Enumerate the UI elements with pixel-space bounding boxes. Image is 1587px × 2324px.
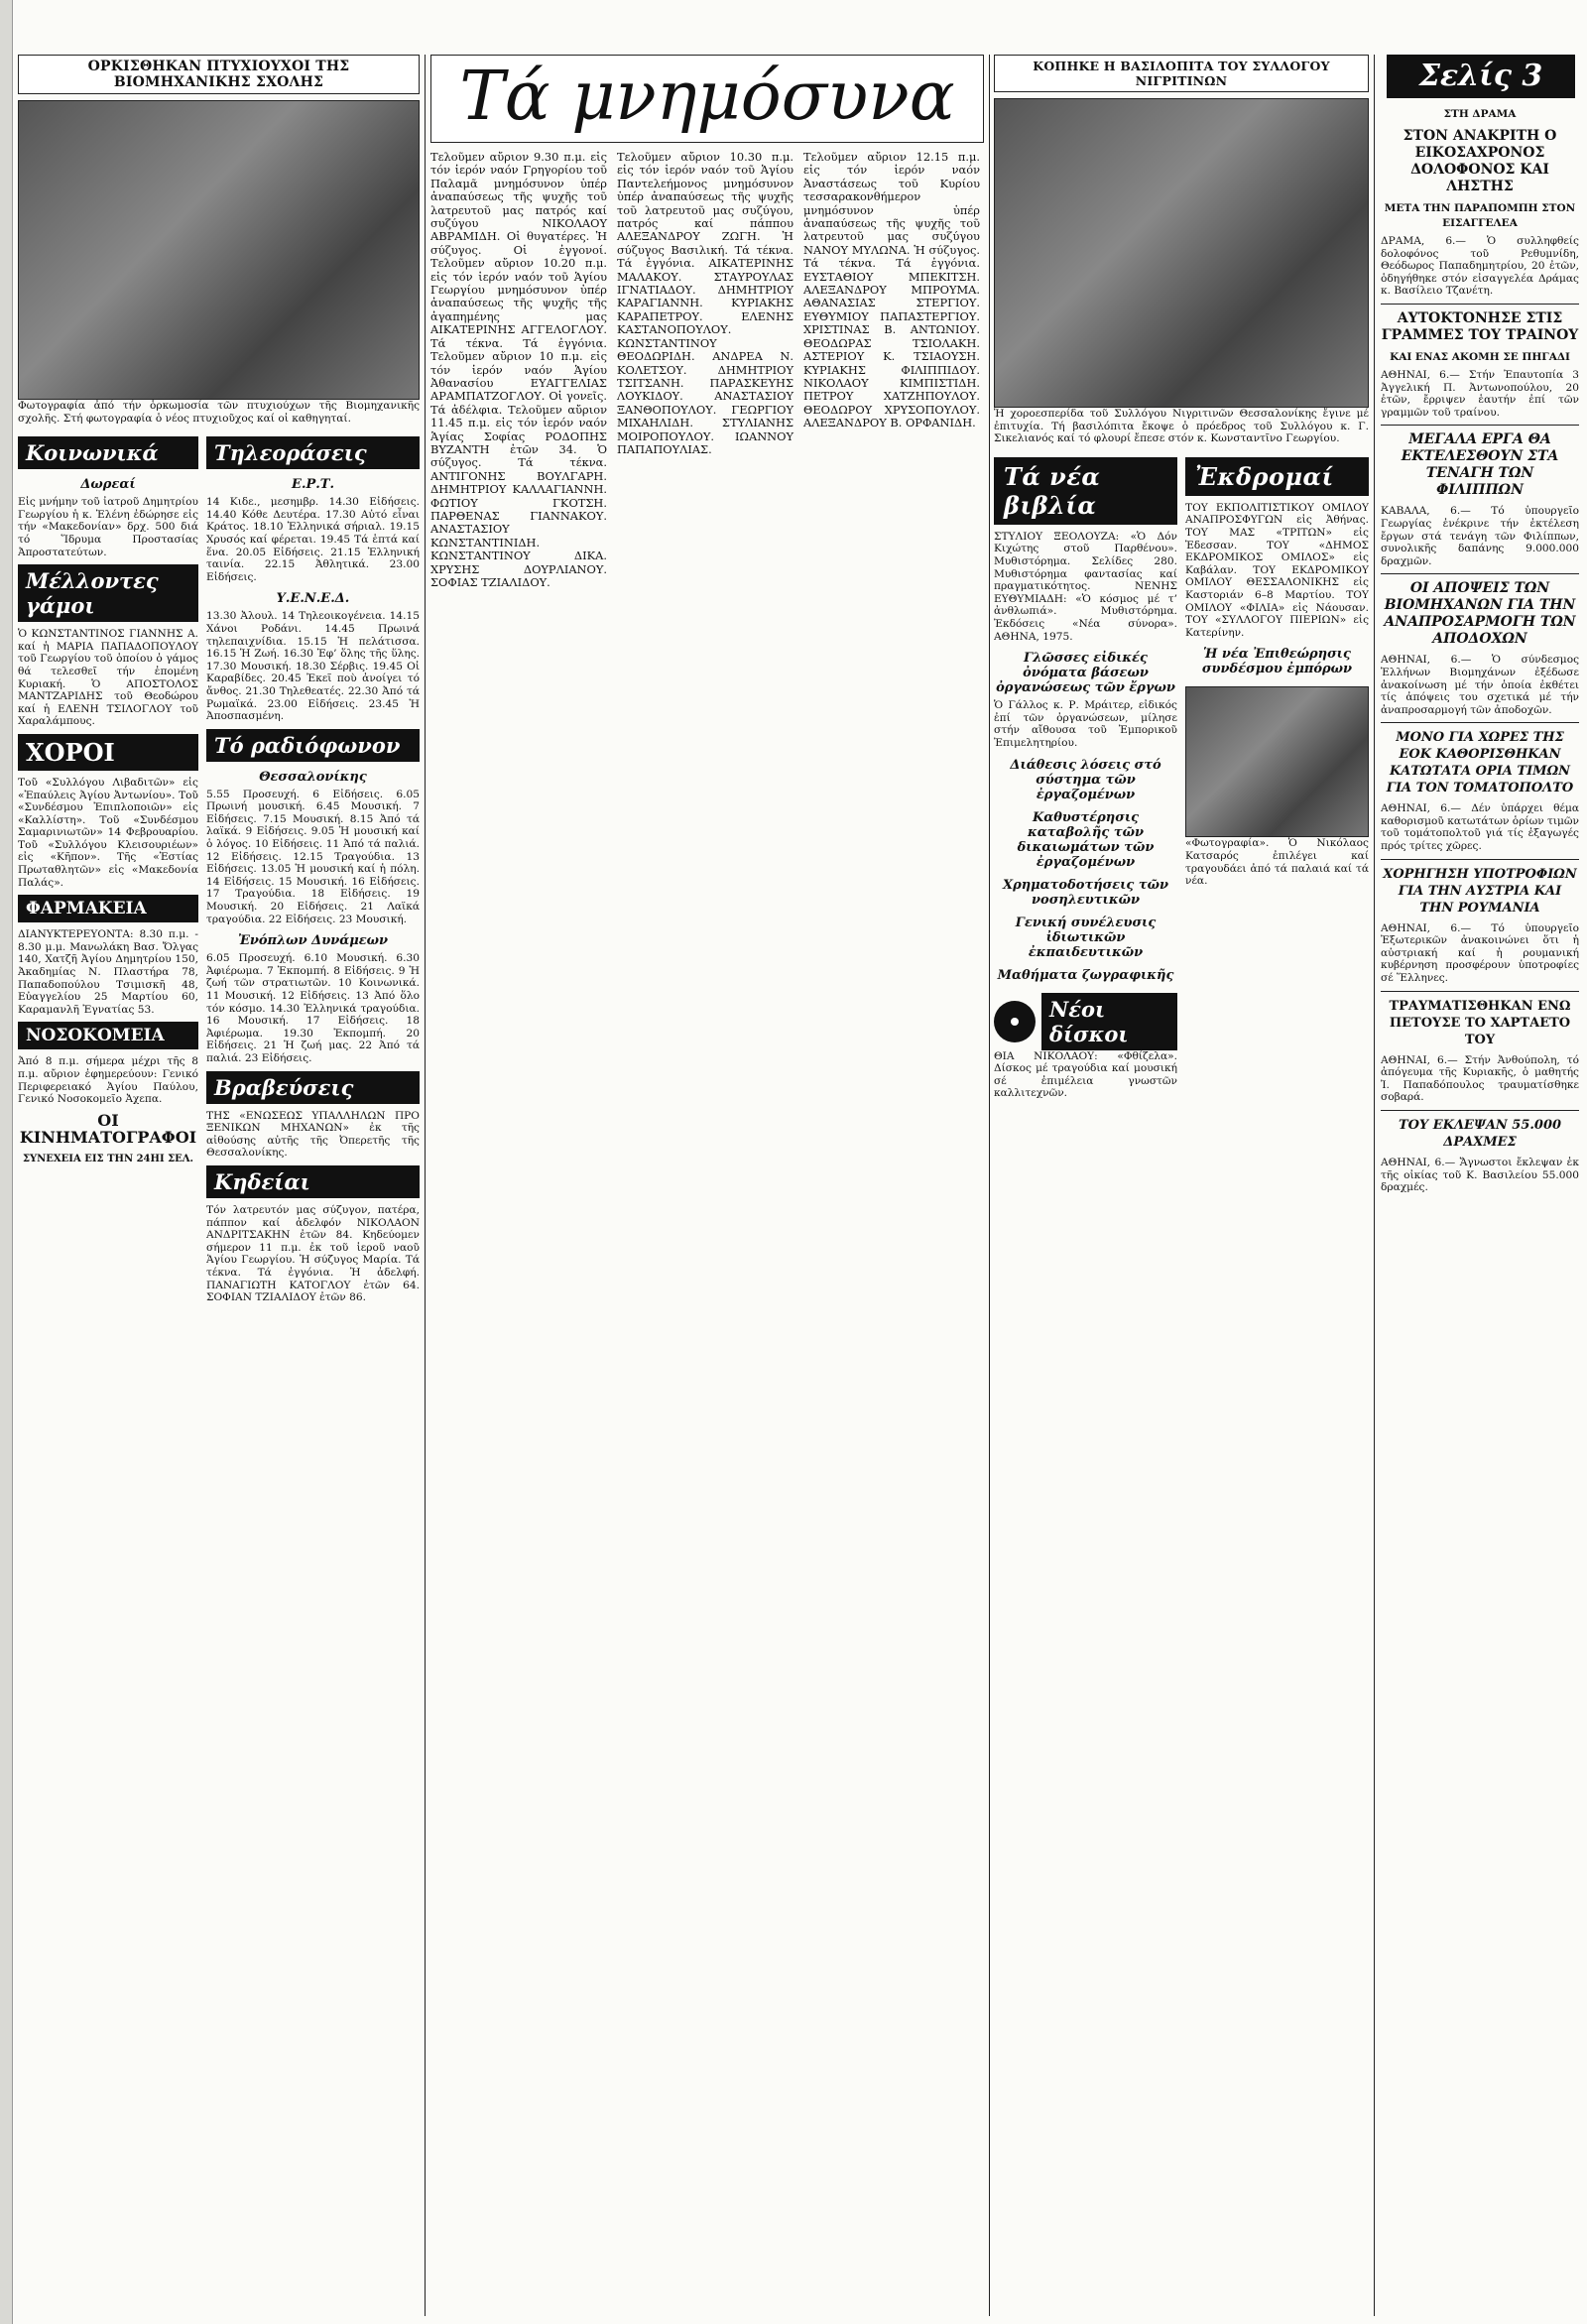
industrialists-text: ΑΘΗΝΑΙ, 6.— Ὁ σύνδεσμος Ἑλλήνων Βιομηχάνων ἐξέδωσε ἀνακοίνωση μέ τήν ὁποία ἐκθέτει τίς ἀπόψεις του σχετικά μέ τήν ἀναπροσαρμογή τῶν ἀποδοχῶν. [1381, 654, 1579, 716]
awards-banner: Βραβεύσεις [206, 1071, 420, 1104]
new-records-banner: Νέοι δίσκοι [1041, 993, 1177, 1050]
funerals-banner: Κηδείαι [206, 1165, 420, 1198]
column-rule [1374, 55, 1375, 2316]
drama-headline: ΣΤΟΝ ΑΝΑΚΡΙΤΗ Ο ΕΙΚΟΣΑΧΡΟΝΟΣ ΔΟΛΟΦΟΝΟΣ ΚΑΙ ΛΗΣΤΗΣ [1403, 128, 1557, 194]
theft-text: ΑΘΗΝΑΙ, 6.— Ἄγνωστοι ἔκλεψαν ἐκ τῆς οἰκίας τοῦ Κ. Βασιλείου 55.000 δραχμές. [1381, 1157, 1579, 1194]
weddings-banner: Μέλλοντες γάμοι [18, 564, 198, 622]
new-books-banner: Τά νέα βιβλία [994, 457, 1177, 525]
hospitals-banner: ΝΟΣΟΚΟΜΕΙΑ [18, 1022, 198, 1049]
scholarships-headline: ΧΟΡΗΓΗΣΗ ΥΠΟΤΡΟΦΙΩΝ ΓΙΑ ΤΗΝ ΑΥΣΤΡΙΑ ΚΑΙ ΤΗΝ ΡΟΥΜΑΝΙΑ [1383, 866, 1577, 916]
industrialists-headline: ΟΙ ΑΠΟΨΕΙΣ ΤΩΝ ΒΙΟΜΗΧΑΝΩΝ ΓΙΑ ΤΗΝ ΑΝΑΠΡΟΣΑΡΜΟΓΗ ΤΩΝ ΑΠΟΔΟΧΩΝ [1384, 580, 1576, 648]
languages-heading: Γλῶσσες εἰδικές ὀνόματα βάσεων ὀργανώσεως τῶν ἔργων [996, 651, 1175, 696]
drama-subhead: ΜΕΤΑ ΤΗΝ ΠΑΡΑΠΟΜΠΗ ΣΤΟΝ ΕΙΣΑΓΓΕΛΕΑ [1384, 202, 1576, 229]
works-text: ΚΑΒΑΛΑ, 6.— Τό ὑπουργεῖο Γεωργίας ἐνέκρινε τήν ἐκτέλεση ἔργων στά τενάγη τῶν Φιλίππων, συνολικῆς δαπάνης 9.000.000 δραχμῶν. [1381, 505, 1579, 567]
memorials-column-1: Τελοῦμεν αὔριον 9.30 π.μ. εἰς τόν ἱερόν ναόν Γρηγορίου τοῦ Παλαμᾶ μνημόσυνον ὑπέρ ἀναπαύσεως τῆς ψυχῆς τοῦ λατρευτοῦ μας πατρός καί συζύγου ΝΙΚΟΛΑΟΥ ΑΒΡΑΜΙΔΗ. Οἱ θυγατέρες. Ἡ σύζυγος. Οἱ ἐγγονοί. Τελοῦμεν αὔριον 10.20 π.μ. εἰς τόν ἱερόν ναόν τοῦ Ἁγίου Γεωργίου μνημόσυνον ὑπέρ ἀναπαύσεως τῆς ψυχῆς τῆς ἀγαπημένης μας ΑΙΚΑΤΕΡΙΝΗΣ ΑΓΓΕΛΟΓΛΟΥ. Τά τέκνα. Τά ἐγγόνια. Τελοῦμεν αὔριον 10 π.μ. εἰς τόν ἱερόν ναόν Ἁγίου Ἀθανασίου ΕΥΑΓΓΕΛΙΑΣ ΑΡΑΜΠΑΤΖΟΓΛΟΥ. Οἱ γονεῖς. Τά ἀδέλφια. Τελοῦμεν αὔριον 11.45 π.μ. εἰς τόν ἱερόν ναόν Ἁγίας Σοφίας ΡΟΔΟΠΗΣ ΒΥΖΑΝΤΗ ἐτῶν 34. Ὁ σύζυγος. Τά τέκνα. ΑΝΤΙΓΟΝΗΣ ΒΟΥΛΓΑΡΗ. ΔΗΜΗΤΡΙΟΥ ΚΑΛΛΑΓΙΑΝΝΗ. ΦΩΤΙΟΥ ΓΚΟΤΣΗ. ΠΑΡΘΕΝΑΣ ΓΙΑΝΝΑΚΟΥ. ΑΝΑΣΤΑΣΙΟΥ ΚΩΝΣΤΑΝΤΙΝΙΔΗ. ΚΩΝΣΤΑΝΤΙΝΟΥ ΔΙΚΑ. ΧΡΥΣΗΣ ΔΟΥΡΛΙΑΝΟΥ. ΣΟΦΙΑΣ ΤΖΙΑΛΙΔΟΥ. [430, 150, 607, 589]
memorials-title: Τά μνημόσυνα [430, 55, 984, 143]
kite-headline: ΤΡΑΥΜΑΤΙΣΘΗΚΑΝ ΕΝΩ ΠΕΤΟΥΣΕ ΤΟ ΧΑΡΤΑΕΤΟ ΤΟΥ [1389, 998, 1571, 1047]
memorials-section [430, 55, 984, 2316]
funding-heading: Χρηματοδοτήσεις τῶν νοσηλευτικῶν [1002, 877, 1169, 908]
memorials-column-2: Τελοῦμεν αὔριον 10.30 π.μ. εἰς τόν ἱερόν ναόν τοῦ Ἁγίου Παντελεήμονος μνημόσυνον ὑπέρ ἀναπαύσεως τῆς ψυχῆς τοῦ λατρευτοῦ μας συζύγου, πατρός καί πάππου ΑΛΕΞΑΝΔΡΟΥ ΖΩΓΗ. Ἡ σύζυγος Βασιλική. Τά τέκνα. Τά ἐγγόνια. ΑΙΚΑΤΕΡΙΝΗΣ ΜΑΛΑΚΟΥ. ΣΤΑΥΡΟΥΛΑΣ ΙΓΝΑΤΙΑΔΟΥ. ΔΗΜΗΤΡΙΟΥ ΚΑΡΑΓΙΑΝΝΗ. ΚΥΡΙΑΚΗΣ ΚΑΡΑΠΕΤΡΟΥ. ΕΛΕΝΗΣ ΚΑΣΤΑΝΟΠΟΥΛΟΥ. ΚΩΝΣΤΑΝΤΙΝΟΥ ΘΕΟΔΩΡΙΔΗ. ΑΝΔΡΕΑ Ν. ΚΟΛΕΤΣΟΥ. ΔΗΜΗΤΡΙΟΥ ΤΣΙΤΣΑΝΗ. ΠΑΡΑΣΚΕΥΗΣ ΛΟΥΚΙΔΟΥ. ΑΝΑΣΤΑΣΙΟΥ ΞΑΝΘΟΠΟΥΛΟΥ. ΓΕΩΡΓΙΟΥ ΜΙΧΑΗΛΙΔΗ. ΣΤΥΛΙΑΝΗΣ ΜΟΙΡΟΠΟΥΛΟΥ. ΙΩΑΝΝΟΥ ΠΑΠΑΠΟΥΛΙΑΣ. [617, 150, 794, 456]
donations-heading: Δωρεαί [80, 477, 136, 493]
workers-heading: Διάθεσις λόσεις στό σύστημα τῶν ἐργαζομένων [1010, 757, 1161, 802]
social-section-banner: Κοινωνικά [18, 436, 198, 469]
new-books-text: ΣΤΥΛΙΟΥ ΞΕΟΛΟΥΖΑ: «Ὁ Δόν Κιχώτης στοῦ Παρθένου». Μυθιστόρημα. Σελίδες 280. Μυθιστόρημα φαντασίας καί πραγματικότητος. ΝΕΝΗΣ ΕΥΘΥΜΙΑΔΗ: «Ὁ κόσμος μέ τ’ ἀνθλωπιά». Μυθιστόρημα. Ἐκδόσεις «Νέα σύνορα». ΑΘΗΝΑ, 1975. [994, 530, 1177, 643]
delay-heading: Καθυστέρησις καταβολῆς τῶν δικαιωμάτων τῶν ἐργαζομένων [1017, 809, 1155, 870]
kite-text: ΑΘΗΝΑΙ, 6.— Στήν Ἀνθούπολη, τό ἀπόγευμα τῆς Κυριακῆς, ὁ μαθητής Ἰ. Παπαδόπουλος τραυματίσθηκε σοβαρά. [1381, 1053, 1579, 1104]
ert-schedule: 14 Κιδε., μεσημβρ. 14.30 Εἰδήσεις. 14.40 Κόθε Δευτέρα. 17.30 Αὐτό εἶναι Κράτος. 18.10 Ἑλληνικά σήριαλ. 19.15 Χρυσός καί φέρεται. 19.45 Τά ἑπτά καί ἕνα. 20.05 Εἰδήσεις. 21.15 Ἑλληνική ταινία. 22.15 Ἀθλητικά. 23.00 Εἰδήσεις. [206, 496, 420, 583]
industrial-school-headline: ΟΡΚΙΣΘΗΚΑΝ ΠΤΥΧΙΟΥΧΟΙ ΤΗΣ ΒΙΟΜΗΧΑΝΙΚΗΣ ΣΧΟΛΗΣ [18, 55, 420, 94]
pharmacies-banner: ΦΑΡΜΑΚΕΙΑ [18, 895, 198, 922]
cinemas-heading: ΟΙ ΚΙΝΗΜΑΤΟΓΡΑΦΟΙ [19, 1110, 197, 1147]
eec-text: ΑΘΗΝΑΙ, 6.— Δέν ὑπάρχει θέμα καθορισμοῦ κατωτάτων ὁρίων τιμῶν τοῦ τομάτοπολτοῦ γιά τίς ἐξαγωγές πρός τρίτες χῶρες. [1381, 802, 1579, 853]
right-news-column [1381, 103, 1579, 2315]
pharmacies-text: ΔΙΑΝΥΚΤΕΡΕΥΟΝΤΑ: 8.30 π.μ. - 8.30 μ.μ. Μανωλάκη Βασ. Ὄλγας 140, Χατζῆ Ἀγίου Δημητρίου 150, Ἀκαδημίας Ν. Πλαστήρα 78, Παπαδοπούλου Τσιμισκῆ 48, Εὐαγγελίου 25 Μαρτίου 60, Καραμανλῆ Ἐγνατίας 53. [18, 928, 198, 1016]
drama-text: ΔΡΑΜΑ, 6.— Ὁ συλληφθείς δολοφόνος τοῦ Ρεθυμνίδη, Θεόδωρος Παπαδημητρίου, 20 ἐτῶν, ὁδηγήθηκε στόν εἰσαγγελέα Δράμας κ. Βασίλειο Τζανέτη. [1381, 235, 1579, 298]
assembly-heading: Γενική συνέλευσις ἰδιωτικῶν ἐκπαιδευτικῶν [1015, 915, 1157, 960]
ert-heading: Ε.Ρ.Τ. [292, 477, 334, 493]
drama-kicker: ΣΤΗ ΔΡΑΜΑ [1443, 108, 1517, 120]
languages-text: Ὁ Γάλλος κ. Ρ. Μράιτερ, εἰδικός ἐπί τῶν ὀργανώσεων, μίλησε στήν αἴθουσα τοῦ Ἐμπορικοῦ Ἐπιμελητηρίου. [994, 699, 1177, 749]
graduates-photo [18, 100, 420, 400]
radio-banner: Τό ραδιόφωνον [206, 729, 420, 762]
singer-caption: «Φωτογραφία». Ὁ Νικόλαος Κατσαρός ἐπιλέγει καί τραγουδάει ἀπό τά παλαιά καί τά νέα. [1185, 837, 1369, 888]
page-number-mast: Σελίς 3 [1387, 55, 1575, 98]
theft-headline: ΤΟΥ ΕΚΛΕΨΑΝ 55.000 ΔΡΑΧΜΕΣ [1398, 1118, 1562, 1150]
yened-schedule: 13.30 Ἀλουλ. 14 Τηλεοικογένεια. 14.15 Χάνοι Ροδάνι. 14.45 Πρωινά τηλεπαιχνίδια. 15.15 Ἡ πελάτισσα. 16.15 Ἡ Ζωή. 16.30 Ἐφ’ ὅλης τῆς ὕλης. 17.30 Μουσική. 18.30 Σέρβις. 19.45 Οἱ Καραβίδες. 20.45 Ἐκεῖ ποὺ ἀνοίγει τό ἄνθος. 21.30 Τηλεθεατές. 22.30 Ἀπό τά Ρωμαϊκά. 23.00 Εἰδήσεις. 23.45 Ἡ Ἀποσπασμένη. [206, 610, 420, 723]
new-review-heading: Ἡ νέα Ἐπιθεώρησις συνδέσμου ἐμπόρων [1201, 647, 1353, 677]
nigrita-photo [994, 98, 1369, 408]
nigrita-headline: ΚΟΠΗΚΕ Η ΒΑΣΙΛΟΠΙΤΑ ΤΟΥ ΣΥΛΛΟΓΟΥ ΝΙΓΡΙΤΙΝΩΝ [994, 55, 1369, 92]
thessaloniki-radio-schedule: 5.55 Προσευχή. 6 Εἰδήσεις. 6.05 Πρωινή μουσική. 6.45 Μουσική. 7 Εἰδήσεις. 7.15 Μουσική. 8.15 Ἀπό τά λαϊκά. 9 Εἰδήσεις. 9.05 Ἡ μουσική καί ὁ λόγος. 10 Εἰδήσεις. 11 Ἀπό τά παλιά. 12 Εἰδήσεις. 12.15 Τραγούδια. 13 Εἰδήσεις. 13.05 Ἡ μουσική καί ἡ πόλη. 14 Εἰδήσεις. 15 Μουσική. 16 Εἰδήσεις. 17 Τραγούδια. 18 Εἰδήσεις. 19 Μουσική. 20 Εἰδήσεις. 21 Λαϊκά τραγούδια. 22 Εἰδήσεις. 23 Μουσική. [206, 788, 420, 925]
eec-headline: ΜΟΝΟ ΓΙΑ ΧΩΡΕΣ ΤΗΣ ΕΟΚ ΚΑΘΟΡΙΣΘΗΚΑΝ ΚΑΤΩΤΑΤΑ ΟΡΙΑ ΤΙΜΩΝ ΓΙΑ ΤΟΝ ΤΟΜΑΤΟΠΟΛΤΟ [1386, 730, 1574, 796]
cinemas-continued: ΣΥΝΕΧΕΙΑ ΕΙΣ ΤΗΝ 24ΗΙ ΣΕΛ. [22, 1153, 194, 1164]
works-headline: ΜΕΓΑΛΑ ΕΡΓΑ ΘΑ ΕΚΤΕΛΕΣΘΟΥΝ ΣΤΑ ΤΕΝΑΓΗ ΤΩΝ ΦΙΛΙΠΠΩΝ [1401, 431, 1559, 499]
weddings-text: Ὁ ΚΩΝΣΤΑΝΤΙΝΟΣ ΓΙΑΝΝΗΣ Α. καί ἡ ΜΑΡΙΑ ΠΑΠΑΔΟΠΟΥΛΟΥ τοῦ Γεωργίου τοῦ ὁποίου ὁ γάμος θά τελεσθεῖ τήν ἐπομένη Κυριακή. Ὁ ΑΠΟΣΤΟΛΟΣ ΜΑΝΤΖΑΡΙΔΗΣ τοῦ Θεοδώρου καί ἡ ΕΛΕΝΗ ΤΣΙΛΟΓΛΟΥ τοῦ Χαραλάμπους. [18, 628, 198, 728]
nigrita-caption: Ἡ χοροεσπερίδα τοῦ Συλλόγου Νιγριτινῶν Θεσσαλονίκης ἔγινε μέ ἐπιτυχία. Τή βασιλόπιτα ἔκοψε ὁ πρόεδρος τοῦ Συλλόγου κ. Γ. Σικελιανός καί τό φλουρί ἔπεσε στόν κ. Κωνσταντῖνο Γεωργίου. [994, 408, 1369, 445]
awards-text: ΤΗΣ «ΕΝΩΣΕΩΣ ΥΠΑΛΛΗΛΩΝ ΠΡΟ ΞΕΝΙΚΩΝ ΜΗΧΑΝΩΝ» ἐκ τῆς αἰθούσης αὐτῆς τῆς Ὀπερετῆς τῆς Θεσσαλονίκης. [206, 1109, 420, 1160]
page-fold-edge [0, 0, 13, 2324]
dances-banner: ΧΟΡΟΙ [18, 734, 198, 771]
suicide-subhead: ΚΑΙ ΕΝΑΣ ΑΚΟΜΗ ΣΕ ΠΗΓΑΔΙ [1390, 350, 1570, 363]
singer-photo [1185, 686, 1369, 837]
column-rule [425, 55, 426, 2316]
donations-text: Εἰς μνήμην τοῦ ἰατροῦ Δημητρίου Γεωργίου ἡ κ. Ἑλένη ἐδώρησε εἰς τήν «Μακεδονίαν» δρχ. 500 διά τό Ἵδρυμα Προστασίας Ἀπροστατεύτων. [18, 496, 198, 558]
funerals-text: Τόν λατρευτόν μας σύζυγον, πατέρα, πάππον καί ἀδελφόν ΝΙΚΟΛΑΟΝ ΑΝΔΡΙΤΣΑΚΗΝ ἐτῶν 84. Κηδεύομεν σήμερον 11 π.μ. ἐκ τοῦ ἱεροῦ ναοῦ Ἁγίου Γεωργίου. Ἡ σύζυγος Μαρία. Τά τέκνα. Τά ἐγγόνια. Ἡ ἀδελφή. ΠΑΝΑΓΙΩΤΗ ΚΑΤΟΓΛΟΥ ἐτῶν 64. ΣΟΦΙΑΝ ΤΖΙΑΛΙΔΟΥ ἐτῶν 86. [206, 1203, 420, 1304]
yened-heading: Υ.Ε.Ν.Ε.Δ. [276, 591, 350, 607]
record-disc-icon [994, 1001, 1036, 1042]
left-column [18, 55, 420, 2316]
armed-forces-radio-heading: Ἐνόπλων Δυνάμεων [237, 933, 389, 949]
dances-text: Τοῦ «Συλλόγου Λιβαδιτῶν» εἰς «Ἐπαύλεις Ἀγίου Ἀντωνίου». Τοῦ «Συνδέσμου Ἐπιπλοποιῶν» εἰς «Καλλίστη». Τοῦ «Συνδέσμου Σαμαρινιωτῶν» 14 Φεβρουαρίου. Τοῦ «Συλλόγου Κλεισουριέων» εἰς «Κῆπον». Τῆς «Ἑστίας Πρωταθλητῶν» εἰς «Μακεδονία Παλάς». [18, 776, 198, 889]
painting-heading: Μαθήματα ζωγραφικῆς [997, 967, 1174, 983]
excursions-banner: Ἐκδρομαί [1185, 457, 1369, 496]
thessaloniki-radio-heading: Θεσσαλονίκης [259, 769, 367, 785]
suicide-headline: ΑΥΤΟΚΤΟΝΗΣΕ ΣΤΙΣ ΓΡΑΜΜΕΣ ΤΟΥ ΤΡΑΙΝΟΥ [1381, 309, 1579, 343]
armed-forces-radio-schedule: 6.05 Προσευχή. 6.10 Μουσική. 6.30 Ἀφιέρωμα. 7 Ἐκπομπή. 8 Εἰδήσεις. 9 Ἡ ζωή τῶν στρατιωτῶν. 10 Κοινωνικά. 11 Μουσική. 12 Εἰδήσεις. 13 Ἀπό ὅλο τόν κόσμο. 14.30 Ἐλληνικά τραγούδια. 16 Μουσική. 17 Εἰδήσεις. 18 Ἀφιέρωμα. 19.30 Ἐκπομπή. 20 Εἰδήσεις. 21 Ἡ ζωή μας. 22 Ἀπό τά παλιά. 23 Εἰδήσεις. [206, 952, 420, 1064]
scholarships-text: ΑΘΗΝΑΙ, 6.— Τό ὑπουργεῖο Ἐξωτερικῶν ἀνακοινώνει ὅτι ἡ αὐστριακή καί ἡ ρουμανική κυβέρνηση προσφέρουν ὑποτροφίες σέ Ἕλληνες. [1381, 921, 1579, 985]
center-right-section [994, 55, 1369, 2316]
television-banner: Τηλεοράσεις [206, 436, 420, 469]
excursions-text: ΤΟΥ ΕΚΠΟΛΙΤΙΣΤΙΚΟΥ ΟΜΙΛΟΥ ΑΝΑΠΡΟΣΦΥΓΩΝ εἰς Ἀθήνας. ΤΟΥ ΜΑΣ «ΤΡΙΤΩΝ» εἰς Ἑδεσσαν. ΤΟΥ «ΔΗΜΟΣ ΕΚΔΡΟΜΙΚΟΣ ΟΜΙΛΟΣ» εἰς Καβάλαν. ΤΟΥ ΕΚΔΡΟΜΙΚΟΥ ΟΜΙΛΟΥ ΘΕΣΣΑΛΟΝΙΚΗΣ εἰς Καστοριάν 6–8 Μαρτίου. ΤΟΥ ΟΜΙΛΟΥ «ΦΙΛΙΑ» εἰς Νάουσαν. ΤΟΥ «ΣΥΛΛΟΓΟΥ ΠΙΕΡΙΩΝ» εἰς Κατερίνην. [1185, 501, 1369, 639]
new-records-text: ΘΙΑ ΝΙΚΟΛΑΟΥ: «Φθίζελα». Δίσκος μέ τραγούδια καί μουσική σέ ἐπιμέλεια γνωστῶν καλλιτεχνῶν. [994, 1049, 1177, 1100]
hospitals-text: Ἀπό 8 π.μ. σήμερα μέχρι τῆς 8 π.μ. αὔριον ἐφημερεύουν: Γενικό Περιφερειακό Ἀγίου Παύλου, Γενικό Νοσοκομεῖο Ἀχεπα. [18, 1055, 198, 1106]
memorials-column-3: Τελοῦμεν αὔριον 12.15 π.μ. εἰς τόν ἱερόν ναόν Ἀναστάσεως τοῦ Κυρίου τεσσαρακονθήμερον μνημόσυνον ὑπέρ ἀναπαύσεως τῆς ψυχῆς τοῦ λατρευτοῦ μας συζύγου ΝΑΝΟΥ ΜΥΛΩΝΑ. Ἡ σύζυγος. Τά τέκνα. Τά ἐγγόνια. ΕΥΣΤΑΘΙΟΥ ΜΠΕΚΙΤΣΗ. ΑΛΕΞΑΝΔΡΟΥ ΜΠΡΟΥΜΑ. ΑΘΑΝΑΣΙΑΣ ΣΤΕΡΓΙΟΥ. ΕΥΘΥΜΙΟΥ ΠΑΠΑΣΤΕΡΓΙΟΥ. ΧΡΙΣΤΙΝΑΣ Β. ΑΝΤΩΝΙΟΥ. ΘΕΟΔΩΡΑΣ ΤΣΙΟΛΑΚΗ. ΑΣΤΕΡΙΟΥ Κ. ΤΣΙΑΟΥΣΗ. ΚΥΡΙΑΚΗΣ ΦΙΛΙΠΠΙΔΟΥ. ΝΙΚΟΛΑΟΥ ΚΙΜΠΙΣΤΙΔΗ. ΠΕΤΡΟΥ ΧΑΤΖΗΠΟΥΛΟΥ. ΘΕΟΔΩΡΟΥ ΧΡΥΣΟΠΟΥΛΟΥ. ΑΛΕΞΑΝΔΡΟΥ Β. ΟΡΦΑΝΙΔΗ. [803, 150, 980, 430]
suicide-text: ΑΘΗΝΑΙ, 6.— Στήν Ἐπαυτοπία 3 Ἀγγελική Π. Ἀντωνοπούλου, 20 ἐτῶν, ἔρριψεν ἑαυτήν ἐπί τῶν γραμμῶν τοῦ τραίνου. [1381, 368, 1579, 419]
column-rule [989, 55, 990, 2316]
photo-caption: Φωτογραφία ἀπό τήν ὁρκωμοσία τῶν πτυχιούχων τῆς Βιομηχανικῆς σχολῆς. Στή φωτογραφία ὁ νέος πτυχιοῦχος καί οἱ καθηγηταί. [18, 400, 420, 425]
